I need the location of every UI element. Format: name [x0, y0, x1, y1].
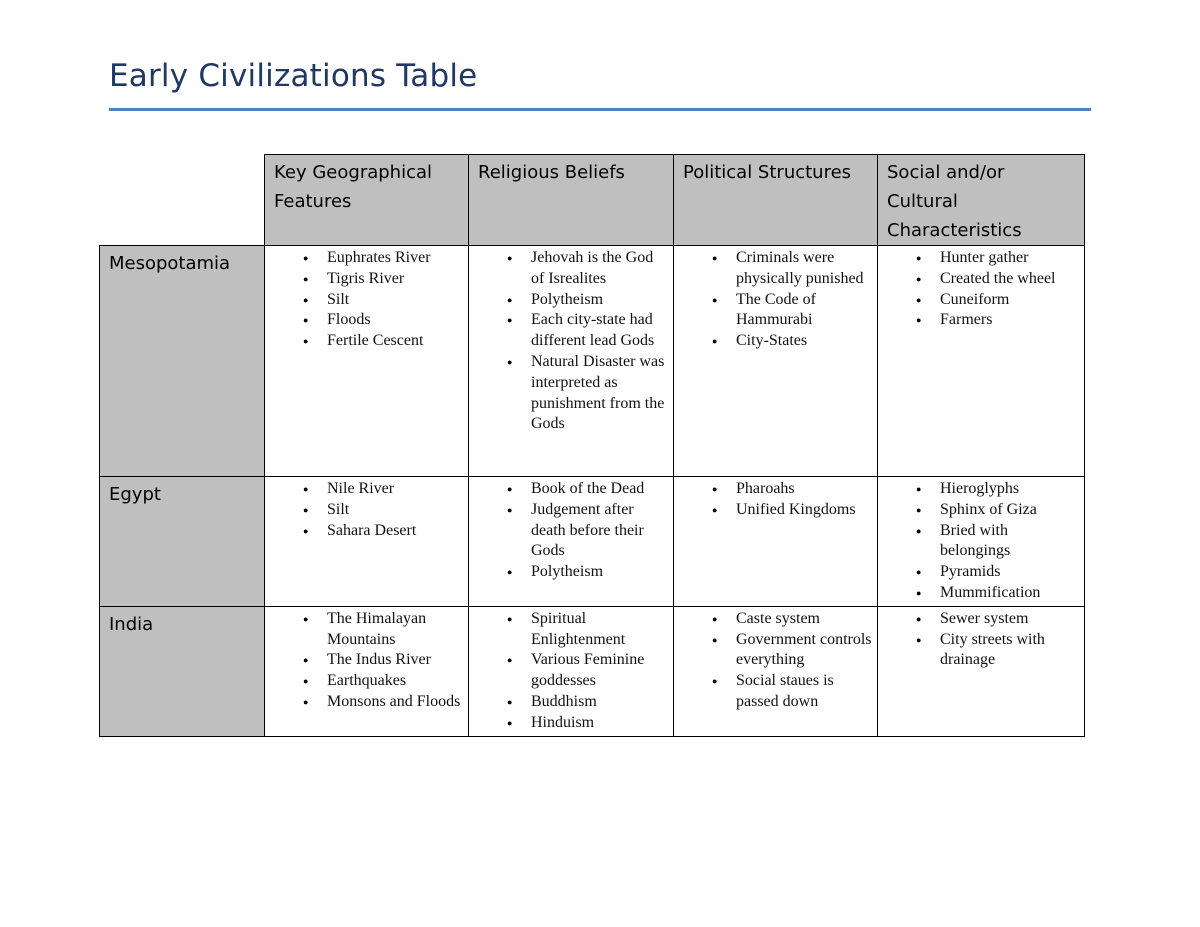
list-item: ● City-States [674, 331, 873, 352]
table-cell [674, 477, 878, 607]
list-item: ● Created the wheel [878, 269, 1080, 290]
table-cell [469, 477, 674, 607]
list-item: ● Floods [265, 310, 464, 331]
column-header: Social and/or Cultural Characteristics [878, 155, 1085, 246]
table-cell [674, 246, 878, 477]
table-corner-cell [100, 155, 265, 246]
table-cell [878, 606, 1085, 736]
list-item: ● Various Feminine goddesses [469, 650, 669, 692]
table-cell [878, 246, 1085, 477]
column-header: Key Geographical Features [265, 155, 469, 246]
bullet-list [265, 607, 468, 715]
table-cell [878, 477, 1085, 607]
civilizations-table [99, 154, 1085, 737]
bullet-list [674, 246, 877, 354]
table-row [100, 246, 1085, 477]
list-item: ● Unified Kingdoms [674, 500, 873, 521]
list-item: ● Polytheism [469, 562, 669, 583]
table-cell [674, 606, 878, 736]
list-item: ● Silt [265, 500, 464, 521]
row-label: Egypt [100, 477, 265, 607]
list-item: ● Jehovah is the God of Isrealites [469, 248, 669, 290]
list-item: ● Mummification [878, 583, 1080, 604]
list-item: ● Euphrates River [265, 248, 464, 269]
row-label: Mesopotamia [100, 246, 265, 477]
list-item: ● Hieroglyphs [878, 479, 1080, 500]
list-item: ● Earthquakes [265, 671, 464, 692]
list-item: ● Monsons and Floods [265, 692, 464, 713]
list-item: ● Caste system [674, 609, 873, 630]
table-cell [469, 606, 674, 736]
bullet-list [469, 477, 673, 585]
list-item: ● Sewer system [878, 609, 1080, 630]
list-item: ● Hunter gather [878, 248, 1080, 269]
table-cell [265, 246, 469, 477]
bullet-list [265, 246, 468, 354]
bullet-list [469, 246, 673, 437]
list-item: ● Pyramids [878, 562, 1080, 583]
list-item: ● Spiritual Enlightenment [469, 609, 669, 651]
bullet-list [878, 246, 1084, 333]
list-item: ● Hinduism [469, 713, 669, 734]
bullet-list [469, 607, 673, 736]
bullet-list [878, 477, 1084, 606]
table-row [100, 606, 1085, 736]
list-item: ● Government controls everything [674, 630, 873, 672]
list-item: ● Bried with belongings [878, 521, 1080, 563]
table-header-row [100, 155, 1085, 246]
list-item: ● Each city-state had different lead Gods [469, 310, 669, 352]
page-title: Early Civilizations Table [109, 58, 478, 94]
list-item: ● Cuneiform [878, 290, 1080, 311]
list-item: ● Polytheism [469, 290, 669, 311]
list-item: ● Tigris River [265, 269, 464, 290]
list-item: ● Book of the Dead [469, 479, 669, 500]
list-item: ● Sahara Desert [265, 521, 464, 542]
table-cell [265, 477, 469, 607]
list-item: ● The Code of Hammurabi [674, 290, 873, 332]
table-row [100, 477, 1085, 607]
list-item: ● Farmers [878, 310, 1080, 331]
column-header: Political Structures [674, 155, 878, 246]
list-item: ● Nile River [265, 479, 464, 500]
bullet-list [674, 477, 877, 523]
column-header: Religious Beliefs [469, 155, 674, 246]
list-item: ● Fertile Cescent [265, 331, 464, 352]
row-label: India [100, 606, 265, 736]
list-item: ● The Himalayan Mountains [265, 609, 464, 651]
list-item: ● The Indus River [265, 650, 464, 671]
list-item: ● Pharoahs [674, 479, 873, 500]
bullet-list [878, 607, 1084, 673]
list-item: ● Criminals were physically punished [674, 248, 873, 290]
table-cell [265, 606, 469, 736]
bullet-list [674, 607, 877, 715]
list-item: ● City streets with drainage [878, 630, 1080, 672]
list-item: ● Buddhism [469, 692, 669, 713]
list-item: ● Sphinx of Giza [878, 500, 1080, 521]
list-item: ● Natural Disaster was interpreted as punishment from the Gods [469, 352, 669, 435]
table-cell [469, 246, 674, 477]
bullet-list [265, 477, 468, 543]
list-item: ● Judgement after death before their Gods [469, 500, 669, 562]
list-item: ● Silt [265, 290, 464, 311]
list-item: ● Social staues is passed down [674, 671, 873, 713]
title-divider [109, 108, 1091, 111]
